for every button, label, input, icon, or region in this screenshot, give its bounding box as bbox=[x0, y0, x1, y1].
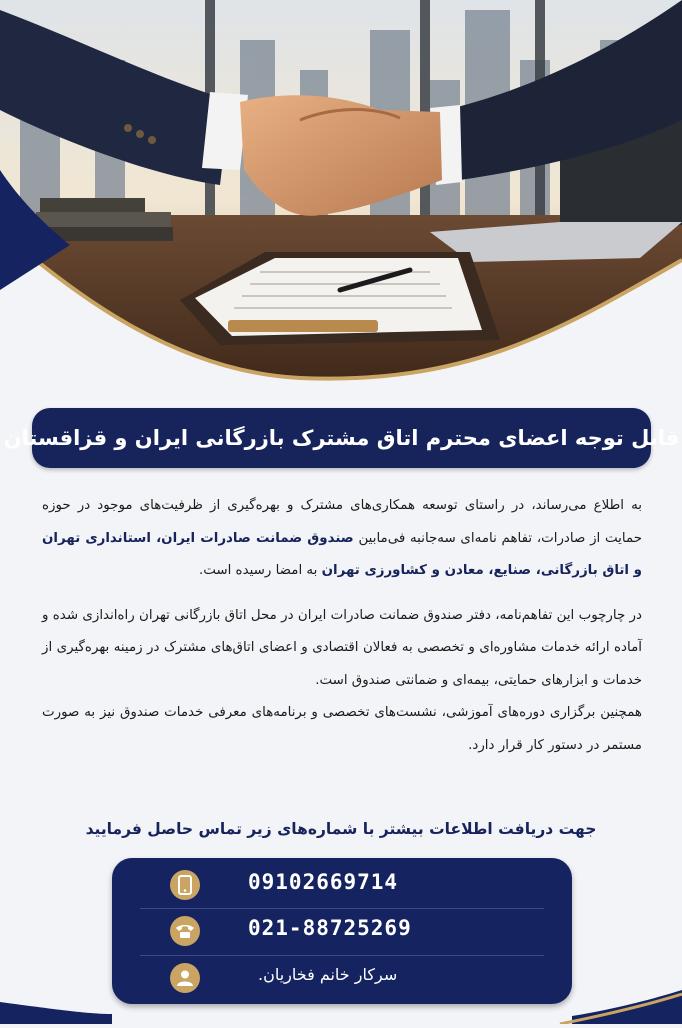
contact-box bbox=[112, 858, 572, 1004]
paragraph-1-text-a: به اطلاع می‌رساند، در راستای توسعه همکاری‌های مشترک و بهره‌گیری از ظرفیت‌های موجود در حوزه حمایت از صادرات، تفاهم نامه‌ای سه‌جانبه فی‌مابین bbox=[42, 498, 642, 546]
phone-number[interactable]: 021-88725269 bbox=[248, 916, 412, 940]
paragraph-1-text-b: به امضا رسیده است. bbox=[198, 563, 322, 578]
hero-photo bbox=[0, 0, 682, 400]
mobile-phone-icon bbox=[170, 870, 200, 900]
contact-person-name: سرکار خانم فخاریان. bbox=[258, 965, 398, 984]
paragraph-3: همچنین برگزاری دوره‌های آموزشی، نشست‌های تخصصی و برنامه‌های معرفی خدمات صندوق نیز به صورت مستمر در دستور کار قرار دارد. bbox=[42, 705, 642, 753]
telephone-icon bbox=[170, 916, 200, 946]
paragraph-2: در چارچوب این تفاهم‌نامه، دفتر صندوق ضمانت صادرات ایران در محل اتاق بازرگانی تهران راه‌اندازی شده و آماده ارائه خدمات مشاوره‌ای و تخصصی به فعالان اقتصادی و اعضای اتاق‌های مشترک در زمینه بهره‌گیری از خدمات و ابزارهای حمایتی، بیمه‌ای و ضمانتی صندوق است. bbox=[42, 607, 642, 688]
handshake-illustration bbox=[0, 0, 682, 400]
mobile-number[interactable]: 09102669714 bbox=[248, 870, 399, 894]
announcement-body bbox=[42, 490, 642, 762]
title-banner bbox=[3, 408, 680, 468]
page-title: قابل توجه اعضای محترم اتاق مشترک بازرگانی ایران و قزاقستان bbox=[3, 426, 680, 450]
bottom-decoration bbox=[0, 990, 682, 1024]
paragraph-1 bbox=[42, 490, 642, 588]
contact-row-phone[interactable] bbox=[112, 908, 572, 954]
call-to-action: جهت دریافت اطلاعات بیشتر با شماره‌های زیر تماس حاصل فرمایید bbox=[85, 820, 597, 838]
contact-row-mobile[interactable] bbox=[112, 862, 572, 908]
paragraph-1-highlight: صندوق ضمانت صادرات ایران، استانداری تهران و اتاق بازرگانی، صنایع، معادن و کشاورزی تهران bbox=[42, 530, 642, 578]
person-icon bbox=[170, 963, 200, 993]
